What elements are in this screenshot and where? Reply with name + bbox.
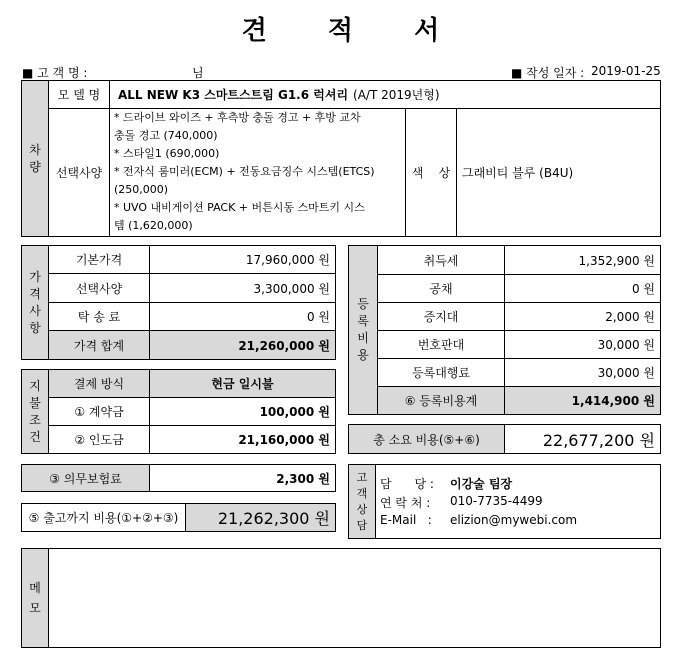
email-label: E-Mail : xyxy=(380,513,432,527)
manager-value: 이강술 팀장 xyxy=(450,477,513,491)
color-label: 색 상 xyxy=(411,166,451,180)
release-cost-section xyxy=(21,503,336,532)
release-cost-value: 21,262,300 원 xyxy=(186,504,335,531)
stamp-fee-value: 2,000 원 xyxy=(605,310,655,324)
delivery-fee-value: 0 원 xyxy=(306,310,330,324)
customer-suffix: 님 xyxy=(192,66,204,80)
agency-fee-value: 30,000 원 xyxy=(597,366,655,380)
date-label: ■ 작성 일자 : xyxy=(511,66,585,80)
price-section-label: 가 격 사 항 xyxy=(29,269,41,335)
consult-section xyxy=(348,464,661,539)
delivery-payment-value: 21,160,000 원 xyxy=(238,433,330,447)
payment-method-value: 현금 일시불 xyxy=(150,370,335,397)
payment-section-label: 지 불 조 건 xyxy=(29,378,41,444)
insurance-value: 2,300 원 xyxy=(276,471,330,486)
bond-label: 공채 xyxy=(429,282,453,296)
deposit-value: 100,000 원 xyxy=(259,405,330,419)
phone-label: 연 락 처 : xyxy=(380,496,431,510)
vehicle-section xyxy=(21,80,661,237)
stamp-fee-label: 증지대 xyxy=(423,310,459,324)
total-cost-value: 22,677,200 원 xyxy=(542,430,655,450)
registration-total-value: 1,414,900 원 xyxy=(505,387,660,414)
page-title: 견 적 서 xyxy=(241,16,466,46)
memo-section-label: 메 모 xyxy=(29,581,41,615)
registration-section xyxy=(348,245,661,415)
deposit-label: ① 계약금 xyxy=(74,405,124,419)
manager-label: 담 당 : xyxy=(380,477,434,491)
total-cost-label: 총 소요 비용(⑤+⑥) xyxy=(349,425,504,453)
memo-section xyxy=(21,548,661,648)
payment-section xyxy=(21,369,336,454)
bond-value: 0 원 xyxy=(631,282,655,296)
date-value: 2019-01-25 xyxy=(591,64,661,78)
options-label: 선택사양 xyxy=(55,166,103,180)
memo-area[interactable] xyxy=(49,549,660,647)
release-cost-label: ⑤ 출고까지 비용(①+②+③) xyxy=(28,511,179,525)
acquisition-tax-value: 1,352,900 원 xyxy=(578,253,655,268)
insurance-label: ③ 의무보험료 xyxy=(22,465,149,491)
plate-fee-label: 번호판대 xyxy=(417,338,465,352)
consult-section-label: 고 객 상 담 xyxy=(356,470,368,532)
model-label: 모 델 명 xyxy=(57,88,101,102)
payment-method-label: 결제 방식 xyxy=(49,370,149,397)
email-value[interactable]: elizion@mywebi.com xyxy=(450,513,578,527)
vehicle-section-label: 차 량 xyxy=(29,142,41,174)
agency-fee-label: 등록대행료 xyxy=(412,366,470,380)
acquisition-tax-label: 취득세 xyxy=(423,253,459,268)
model-name: ALL NEW K3 스마트스트림 G1.6 럭셔리 (A/T 2019년형) xyxy=(118,88,440,102)
base-price-label: 기본가격 xyxy=(75,253,123,267)
price-section xyxy=(21,245,336,360)
delivery-fee-label: 탁 송 료 xyxy=(77,310,121,324)
customer-label: ■ 고 객 명 : xyxy=(22,66,88,80)
insurance-section xyxy=(21,464,336,492)
total-cost-section xyxy=(348,424,661,454)
delivery-payment-label: ② 인도금 xyxy=(74,433,124,447)
options-price-value: 3,300,000 원 xyxy=(253,281,330,296)
color-value: 그래비티 블루 (B4U) xyxy=(462,166,574,180)
registration-total-label: ⑥ 등록비용계 xyxy=(378,387,504,414)
price-total-label: 가격 합계 xyxy=(49,331,149,359)
base-price-value: 17,960,000 원 xyxy=(245,253,330,267)
registration-section-label: 등 록 비 용 xyxy=(357,297,369,362)
phone-value: 010-7735-4499 xyxy=(450,494,543,508)
plate-fee-value: 30,000 원 xyxy=(597,338,655,352)
options-list: * 드라이브 와이즈 + 후측방 충돌 경고 + 후방 교차 충돌 경고 (740,000) * 스타일1 (690,000) * 전자식 룸미러(ECM) + 전동요금징수 시스템(ETCS) (250,000) * UVO 내비게이션 PACK + 버튼시동 스마트키 시스 템 (1,620,000) xyxy=(114,111,375,232)
price-total-value: 21,260,000 원 xyxy=(150,331,335,359)
options-price-label: 선택사양 xyxy=(75,281,123,296)
